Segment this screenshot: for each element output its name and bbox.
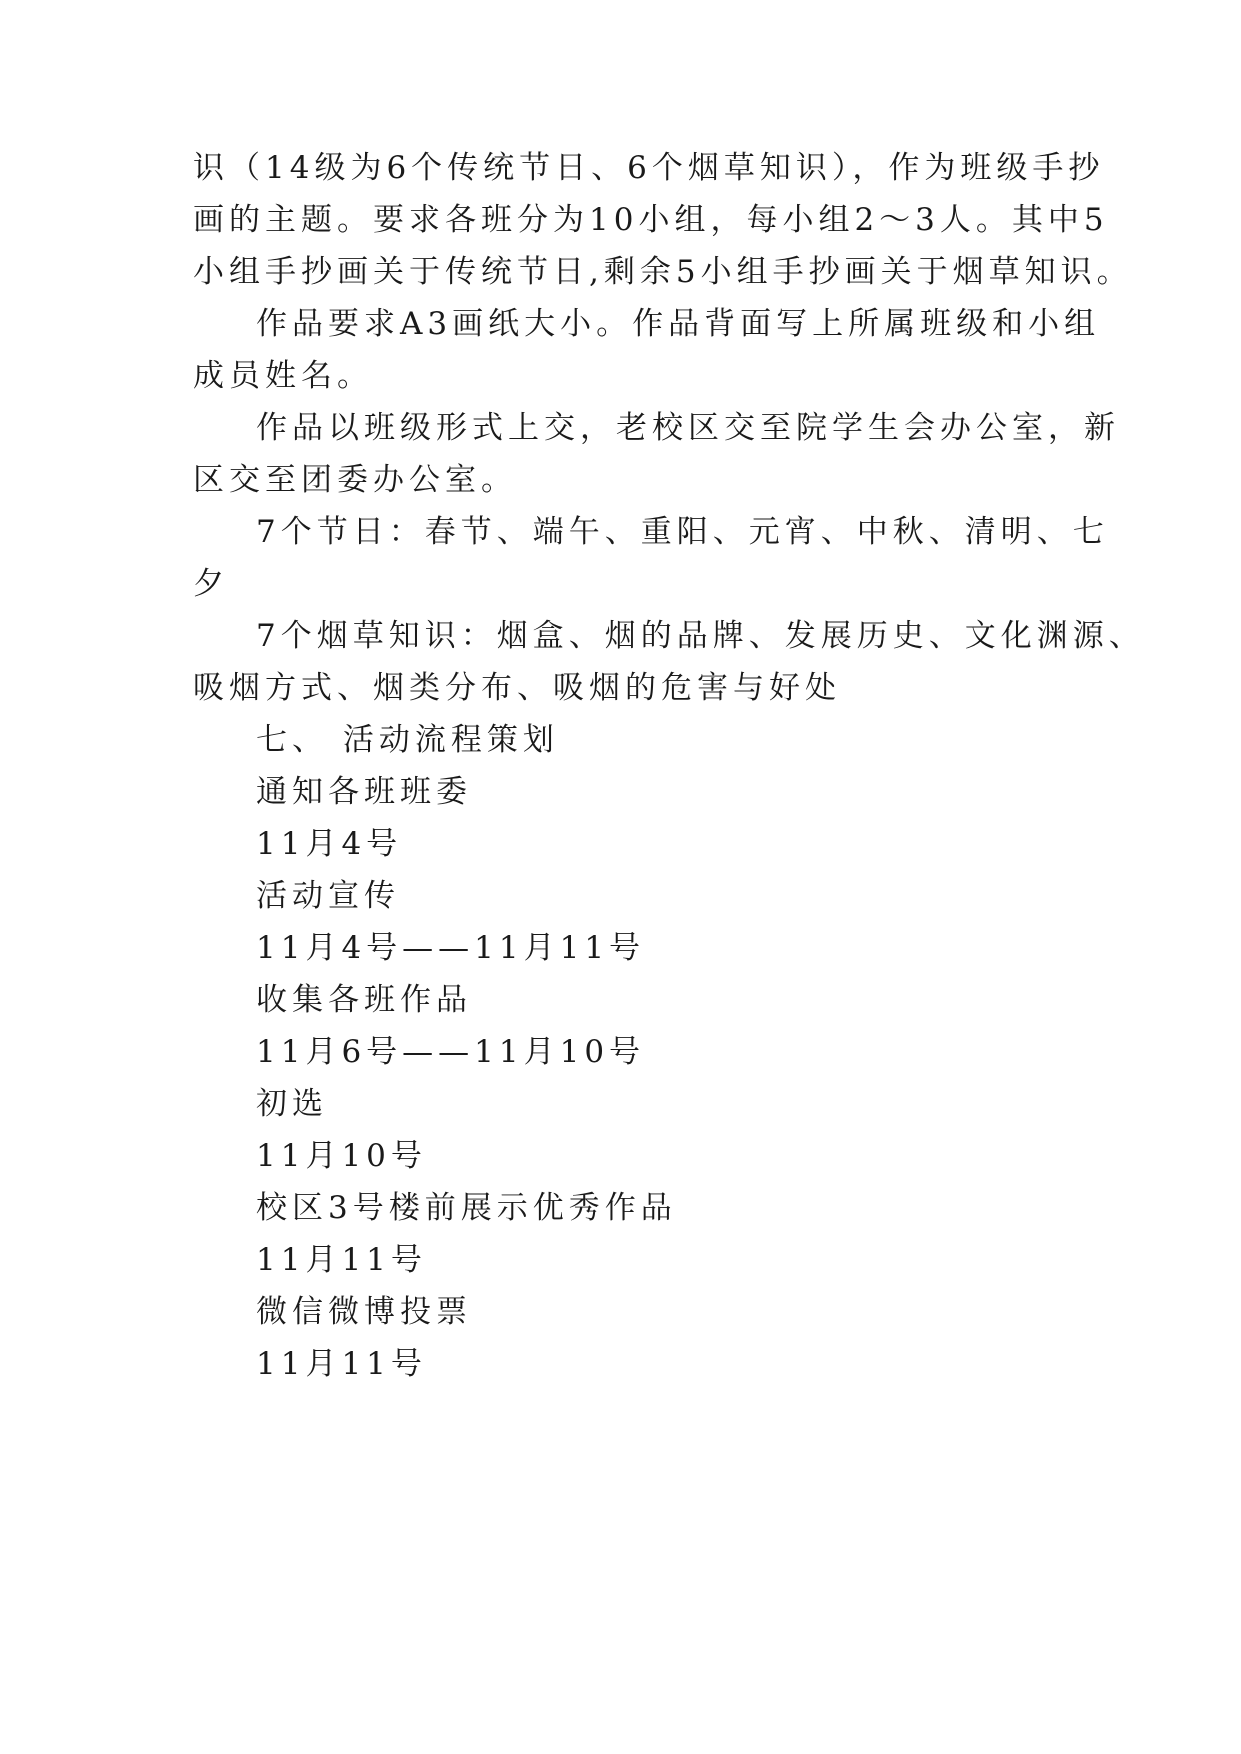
schedule-date: 11月4号——11月11号 xyxy=(256,930,646,966)
paragraph-line: 7个烟草知识：烟盒、烟的品牌、发展历史、文化渊源、 xyxy=(256,618,1145,654)
paragraph-line: 7个节日：春节、端午、重阳、元宵、中秋、清明、七 xyxy=(256,514,1109,550)
schedule-item: 校区3号楼前展示优秀作品 xyxy=(256,1190,677,1226)
paragraph-line: 小组手抄画关于传统节日,剩余5小组手抄画关于烟草知识。 xyxy=(193,254,1133,290)
schedule-date: 11月10号 xyxy=(256,1138,427,1174)
schedule-item: 收集各班作品 xyxy=(256,982,472,1018)
paragraph-line: 作品以班级形式上交，老校区交至院学生会办公室，新 xyxy=(256,410,1120,446)
section-heading: 七、 活动流程策划 xyxy=(256,722,559,758)
paragraph-line: 吸烟方式、烟类分布、吸烟的危害与好处 xyxy=(193,670,841,706)
schedule-date: 11月11号 xyxy=(256,1242,427,1278)
schedule-date: 11月4号 xyxy=(256,826,403,862)
schedule-date: 11月6号——11月10号 xyxy=(256,1034,646,1070)
schedule-item: 初选 xyxy=(256,1086,328,1122)
schedule-item: 活动宣传 xyxy=(256,878,400,914)
schedule-item: 微信微博投票 xyxy=(256,1294,472,1330)
paragraph-line: 作品要求A3画纸大小。作品背面写上所属班级和小组 xyxy=(256,306,1101,342)
schedule-item: 通知各班班委 xyxy=(256,774,472,810)
paragraph-line: 画的主题。要求各班分为10小组，每小组2～3人。其中5 xyxy=(193,202,1109,238)
schedule-date: 11月11号 xyxy=(256,1346,427,1382)
paragraph-line: 成员姓名。 xyxy=(193,358,373,394)
paragraph-line: 区交至团委办公室。 xyxy=(193,462,517,498)
paragraph-line: 夕 xyxy=(193,566,229,602)
paragraph-line: 识（14级为6个传统节日、6个烟草知识），作为班级手抄 xyxy=(193,150,1105,186)
